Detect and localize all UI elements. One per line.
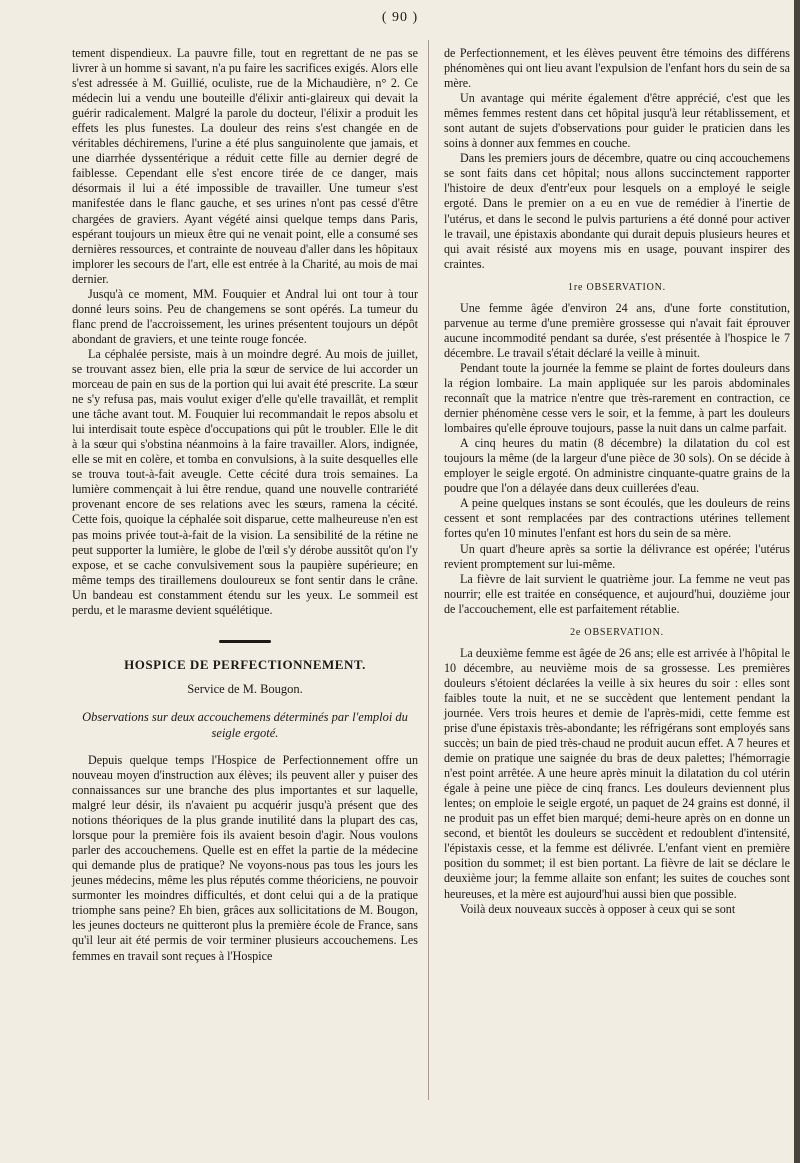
paragraph: Jusqu'à ce moment, MM. Fouquier et Andral lui ont tour à tour donné leurs soins. Peu de changemens se sont opérés. La tumeur du flanc prend de l'accroissement, les urines présentent toujours un dépôt abondant de graviers, et une teinte rouge foncée.: [72, 286, 418, 346]
page-edge: [794, 0, 800, 1163]
observation-heading: 1re OBSERVATION.: [568, 281, 666, 293]
column-rule: [428, 40, 429, 1100]
article-subtitle: Observations sur deux accouchemens déterminés par l'emploi du seigle ergoté.: [82, 709, 408, 740]
paragraph: Une femme âgée d'environ 24 ans, d'une forte constitution, parvenue au terme d'une première grossesse qui n'avait fait éprouver aucune incommodité pendant sa durée, s'est présentée à l'hospice le 7 décembre. Le travail s'était déclaré la veille à minuit.: [444, 300, 790, 360]
section-heading: HOSPICE DE PERFECTIONNEMENT.: [124, 656, 366, 672]
left-column: [72, 46, 418, 964]
paragraph: A peine quelques instans se sont écoulés, que les douleurs de reins cessent et sont remplacées par des contractions utérines tellement fortes qu'en 10 minutes l'enfant est hors du sein de sa mère.: [444, 496, 790, 541]
paragraph: La fièvre de lait survient le quatrième jour. La femme ne veut pas nourrir; elle est traitée en conséquence, et aujourd'hui, douzième jour de l'accouchement, elle est parfaitement rétablie.: [444, 571, 790, 616]
paragraph: Dans les premiers jours de décembre, quatre ou cinq accouchemens se sont faits dans cet hôpital; nous allons succinctement rapporter l'histoire de deux d'entr'eux pour lesquels on a employé le seigle ergoté. Dans le premier on a eu en vue de remédier à l'inertie de l'utérus, et dans le second le pulvis parturiens a été donné pour activer le travail, une épistaxis abondante qui durait depuis plusieurs heures et qui avait résisté aux moyens mis en usage, pouvant inspirer des craintes.: [444, 151, 790, 271]
right-column: [444, 46, 790, 917]
paragraph: La céphalée persiste, mais à un moindre degré. Au mois de juillet, se trouvant assez bien, elle pria la sœur de service de lui accorder un morceau de pain en sus de la portion qui lui avait été prescrite. La sœur ne s'y refusa pas, mais voulut exiger d'elle qu'elle travaillât, et remplit une tâche avant tout. M. Fouquier lui recommandait le repos absolu et lui interdisait toute espèce d'occupations qui pût le troubler. Elle le dit à la sœur qui s'obstina néanmoins à la faire travailler. Alors, indignée, elle se mit en colère, et tomba en convulsions, à la suite desquelles elle se trouva tout-à-fait aveugle. Cette cécité dura trois semaines. La lumière commençait à lui être rendue, quand une nouvelle contrariété provenant encore de ses relations avec les sœurs, ramena la cécité. Cette fois, quoique la céphalée soit disparue, cette malheureuse n'en est pas moins privée tout-à-fait de la vision. La sensibilité de la rétine ne peut supporter la lumière, le globe de l'œil s'y dérobe aussitôt qu'on l'y expose, et se cache convulsivement sous la paupière supérieure; en même temps des tiraillemens douloureux se font sentir dans le crâne. Un bandeau est constamment étendu sur les yeux. Le sommeil est perdu, et le marasme devient squélétique.: [72, 346, 418, 617]
paragraph: Un avantage qui mérite également d'être apprécié, c'est que les mêmes femmes restent dans cet hôpital jusqu'à leur rétablissement, et sont autant de sujets d'observations pour guider le praticien dans les soins à donner aux femmes en couche.: [444, 91, 790, 151]
paragraph: tement dispendieux. La pauvre fille, tout en regrettant de ne pas se livrer à un homme si savant, n'a pu faire les sacrifices exigés. Alors elle s'est adressée à M. Guillié, oculiste, rue de la Michaudière, n° 2. Ce médecin lui a vendu une bouteille d'élixir anti-glaireux qui devait la guérir radicalement. Malgré la parole du docteur, l'élixir a produit les effets les plus funestes. La douleur des reins s'est changée en de véritables déchiremens, l'urine a été plus sanguinolente que jamais, et une diarrhée dyssentérique a réduit cette fille au dernier degré de faiblesse. Cependant elle s'est encore tirée de ce danger, mais désormais il lui a été impossible de travailler. Une tumeur s'est manifestée dans le flanc gauche, et ses urines n'ont pas cessé d'être chargées de graviers. Ayant végété ainsi quelque temps dans Paris, espérant toujours un mieux être qui ne venait point, elle a consumé ses dernières ressources, et contrainte de nouveau d'aller dans les hôpitaux implorer les secours de l'art, elle est entrée à la Charité, au mois de mai dernier.: [72, 46, 418, 286]
paragraph: Pendant toute la journée la femme se plaint de fortes douleurs dans la région lombaire. La main appliquée sur les parois abdominales reconnaît que la matrice n'entre que très-rarement en contraction, ce dernier phénomène cesse vers le soir, et la femme, à part les douleurs lombaires qu'elle éprouve toujours, passe la nuit dans un calme parfait.: [444, 360, 790, 436]
observation-heading: 2e OBSERVATION.: [570, 626, 664, 638]
paragraph: Un quart d'heure après sa sortie la délivrance est opérée; l'utérus revient promptement sur lui-même.: [444, 541, 790, 571]
paragraph: A cinq heures du matin (8 décembre) la dilatation du col est toujours la même (de la largeur d'une pièce de 30 sols). On se décide à employer le seigle ergoté. On administre cinquante-quatre grains de la poudre que l'on a délayée dans deux cuillerées d'eau.: [444, 436, 790, 496]
paragraph: Depuis quelque temps l'Hospice de Perfectionnement offre un nouveau moyen d'instruction aux élèves; ils peuvent aller y puiser des connaissances sur une branche des plus importantes et sur laquelle, malgré leur désir, ils n'avaient pu acquérir jusqu'à présent que des notions théoriques de la plus grande inutilité dans la plupart des cas, lorsque pour la première fois ils avaient besoin d'agir. Nous voulons parler des accouchemens. Quelle est en effet la partie de la médecine qui demande plus de pratique? Ne voyons-nous pas tous les jours les jeunes médecins, même les plus réputés comme théoriciens, ne pouvoir surmonter les moindres difficultés, et dont celui qui a de la pratique triomphe sans peine? Eh bien, grâces aux sollicitations de M. Bougon, les jeunes docteurs ne quitteront plus la première école de France, sans qu'il leur ait été permis de voir terminer plusieurs accouchemens. Les femmes en travail sont reçues à l'Hospice: [72, 752, 418, 963]
paragraph: de Perfectionnement, et les élèves peuvent être témoins des différens phénomènes qui ont lieu avant l'expulsion de l'enfant hors du sein de sa mère.: [444, 46, 790, 91]
page-number: ( 90 ): [381, 10, 419, 25]
ornamental-divider: [72, 632, 418, 647]
paragraph: La deuxième femme est âgée de 26 ans; elle est arrivée à l'hôpital le 10 décembre, au neuvième mois de sa grossesse. Les premières douleurs s'étoient déclarées la veille à six heures du soir : elles sont faibles toute la nuit, et ne se succèdent que lentement pendant la journée. Vers trois heures et demie de l'après-midi, cette femme est prise d'une épistaxis très-abondante; les réfrigérans sont employés sans succès; un bain de pied très-chaud ne produit aucun effet. A 7 heures et demie on pratique une saignée du bras de deux palettes; l'hémorragie n'est point arrêtée. A une heure après minuit la dilatation du col utérin égale à peine une pièce de cinq francs. Les douleurs deviennent plus lentes; on emploie le seigle ergoté, un paquet de 24 grains est donné, il ne produit pas un effet bien marqué; demi-heure après on en donne un second, et bientôt les douleurs se succèdent et redoublent d'intensité, l'épistaxis cesse, et la femme est délivrée. L'enfant vient en première position du sommet; il est bien portant. La fièvre de lait se déclare le deuxième jour; la femme allaite son enfant; les suites de couches sont heureuses, et la mère est aujourd'hui aussi bien que possible.: [444, 645, 790, 901]
service-line: Service de M. Bougon.: [187, 681, 303, 696]
paragraph: Voilà deux nouveaux succès à opposer à ceux qui se sont: [460, 901, 736, 916]
